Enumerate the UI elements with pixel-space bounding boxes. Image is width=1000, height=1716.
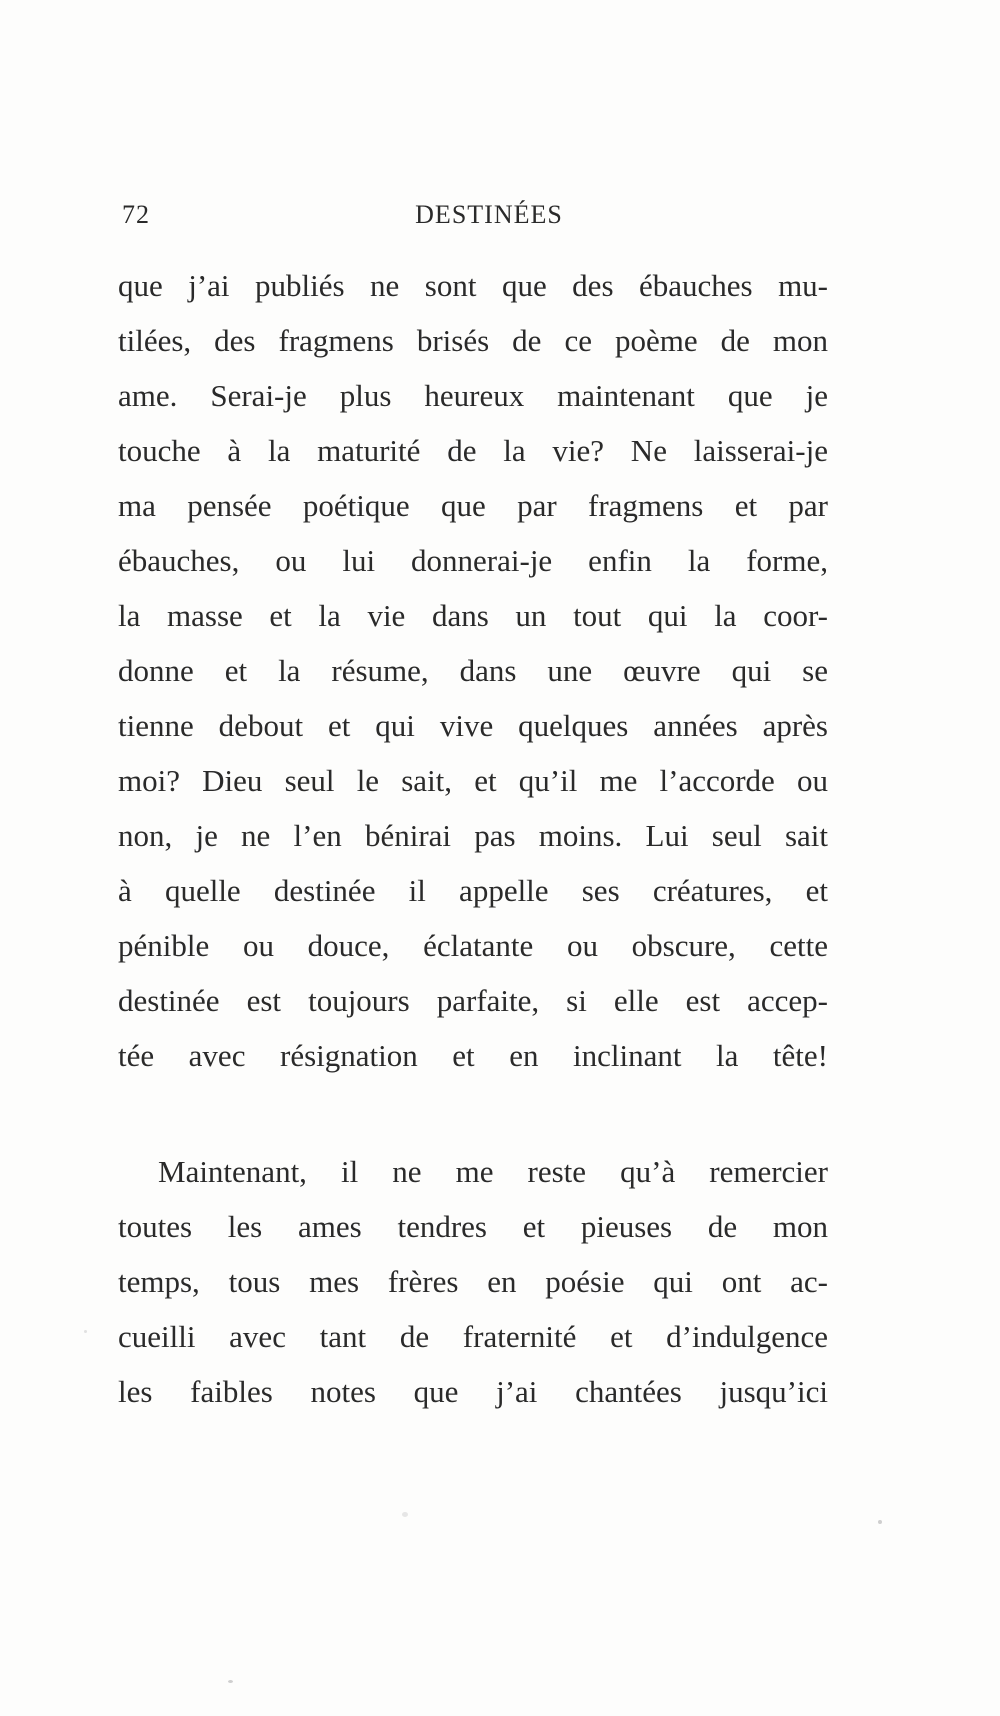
paragraph-spacer [118,1083,828,1144]
paragraph-2 [118,1144,828,1419]
text-line: destinée est toujours parfaite, si elle est accep- [118,983,828,1018]
text-line: ma pensée poétique que par fragmens et par [118,488,828,523]
text-line: toutes les ames tendres et pieuses de mon [118,1209,828,1244]
body-text [118,258,828,1419]
paper-speck [878,1520,882,1524]
text-line: tienne debout et qui vive quelques années après [118,708,828,743]
text-line: temps, tous mes frères en poésie qui ont ac- [118,1264,828,1299]
text-line: tée avec résignation et en inclinant la tête! [118,1038,828,1073]
text-line: ame. Serai-je plus heureux maintenant que je [118,378,828,413]
paper-speck [402,1512,408,1517]
text-line: tilées, des fragmens brisés de ce poème de mon [118,323,828,358]
running-title: DESTINÉES [415,200,563,229]
text-line: les faibles notes que j’ai chantées jusqu’ici [118,1374,828,1409]
text-line: Maintenant, il ne me reste qu’à remercier [158,1154,828,1189]
text-line: non, je ne l’en bénirai pas moins. Lui seul sait [118,818,828,853]
paragraph-1 [118,258,828,1083]
text-line: donne et la résume, dans une œuvre qui se [118,653,828,688]
text-line: moi? Dieu seul le sait, et qu’il me l’accorde ou [118,763,828,798]
text-line: cueilli avec tant de fraternité et d’indulgence [118,1319,828,1354]
text-line: pénible ou douce, éclatante ou obscure, cette [118,928,828,963]
text-line: la masse et la vie dans un tout qui la coor- [118,598,828,633]
text-line: ébauches, ou lui donnerai-je enfin la forme, [118,543,828,578]
text-line: touche à la maturité de la vie? Ne laisserai-je [118,433,828,468]
paper-speck [84,1330,87,1333]
page-number: 72 [122,200,150,229]
text-line: que j’ai publiés ne sont que des ébauches mu- [118,268,828,303]
text-line: à quelle destinée il appelle ses créatures, et [118,873,828,908]
page-header [118,200,830,240]
paper-speck [228,1680,233,1683]
